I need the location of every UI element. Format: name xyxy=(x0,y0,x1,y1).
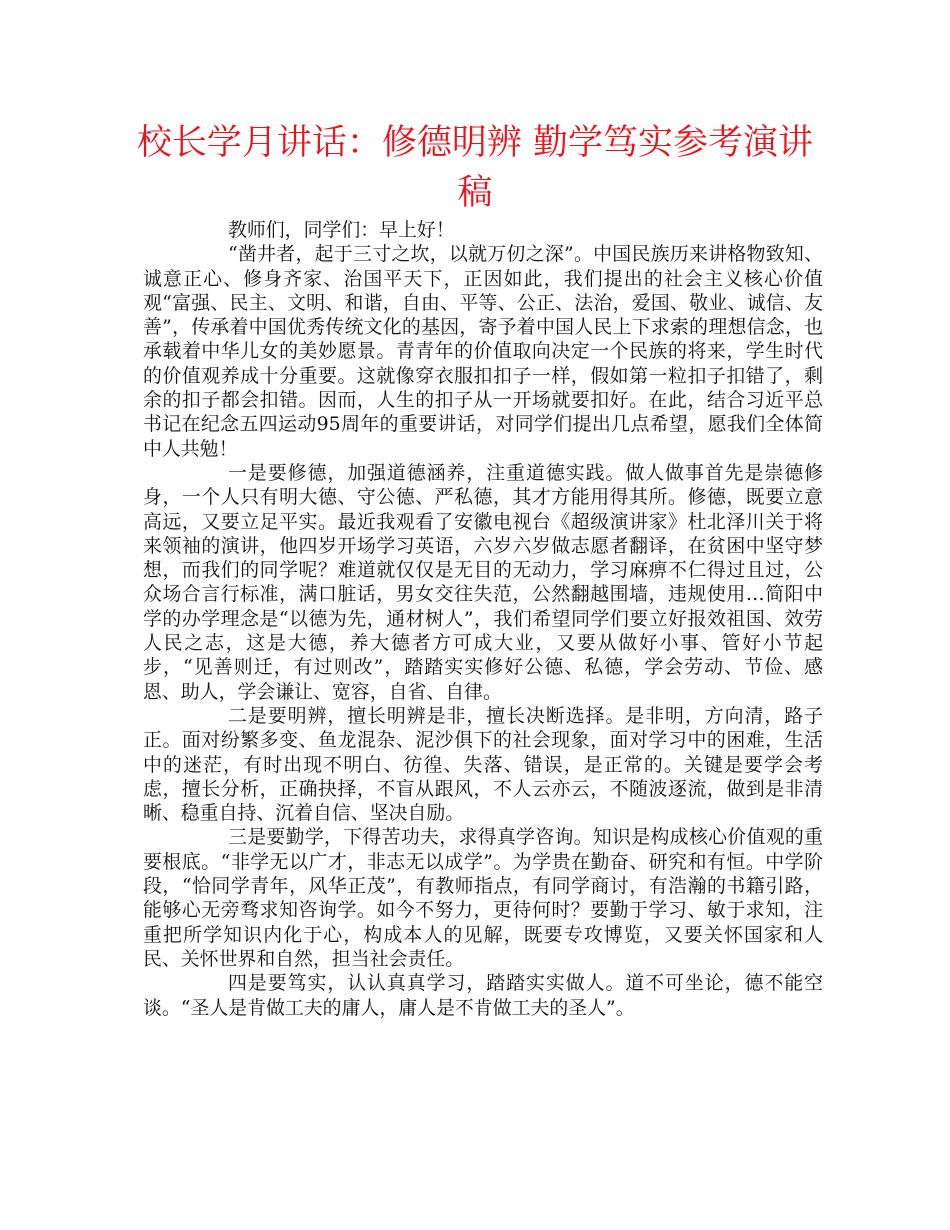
document-body xyxy=(143,218,823,1020)
point-two-paragraph: 二是要明辨，擅长明辨是非，擅长决断选择。是非明，方向清，路子正。面对纷繁多变、鱼龙混杂、泥沙俱下的社会现象，面对学习中的困难，生活中的迷茫，有时出现不明白、彷徨、失落、错误，是正常的。关键是要学会考虑，擅长分析，正确抉择，不盲从跟风，不人云亦云，不随波逐流，做到是非清晰、稳重自持、沉着自信、坚决自励。 xyxy=(143,704,823,825)
document-title: 校长学月讲话：修德明辨 勤学笃实参考演讲稿 xyxy=(136,123,814,213)
point-three-paragraph: 三是要勤学，下得苦功夫，求得真学咨询。知识是构成核心价值观的重要根底。“非学无以广才，非志无以成学”。为学贵在勤奋、研究和有恒。中学阶段，“恰同学青年，风华正茂”，有教师指点，有同学商讨，有浩瀚的书籍引路，能够心无旁骛求知咨询学。如今不努力，更待何时？要勤于学习、敏于求知，注重把所学知识内化于心，构成本人的见解，既要专攻博览，又要关怀国家和人民、关怀世界和自然，担当社会责任。 xyxy=(143,826,823,970)
point-one-paragraph: 一是要修德，加强道德涵养，注重道德实践。做人做事首先是崇德修身，一个人只有明大德、守公德、严私德，其才方能用得其所。修德，既要立意高远，又要立足平实。最近我观看了安徽电视台《超级演讲家》杜北泽川关于将来领袖的演讲，他四岁开场学习英语，六岁六岁做志愿者翻译，在贫困中坚守梦想，而我们的同学呢？难道就仅仅是无目的无动力，学习麻痹不仁得过且过，公众场合言行标准，满口脏话，男女交往失范，公然翻越围墙，违规使用…简阳中学的办学理念是“以德为先，通材树人”，我们希望同学们要立好报效祖国、效劳人民之志，这是大德，养大德者方可成大业，又要从做好小事、管好小节起步，“见善则迁，有过则改”，踏踏实实修好公德、私德，学会劳动、节俭、感恩、助人，学会谦让、宽容，自省、自律。 xyxy=(143,461,823,703)
greeting-paragraph: 教师们，同学们：早上好！ xyxy=(228,219,455,241)
intro-paragraph: “凿井者，起于三寸之坎，以就万仞之深”。中国民族历来讲格物致知、诚意正心、修身齐家、治国平天下，正因如此，我们提出的社会主义核心价值观“富强、民主、文明、和谐，自由、平等、公正、法治，爱国、敬业、诚信、友善”，传承着中国优秀传统文化的基因，寄予着中国人民上下求索的理想信念，也承载着中华儿女的美妙愿景。青青年的价值取向决定一个民族的将来，学生时代的价值观养成十分重要。这就像穿衣服扣扣子一样，假如第一粒扣子扣错了，剩余的扣子都会扣错。因而，人生的扣子从一开场就要扣好。在此，结合习近平总书记在纪念五四运动95周年的重要讲话，对同学们提出几点希望，愿我们全体简中人共勉！ xyxy=(143,243,823,460)
point-four-paragraph: 四是要笃实，认认真真学习，踏踏实实做人。道不可坐论，德不能空谈。“圣人是肯做工夫的庸人，庸人是不肯做工夫的圣人”。 xyxy=(143,972,823,1019)
